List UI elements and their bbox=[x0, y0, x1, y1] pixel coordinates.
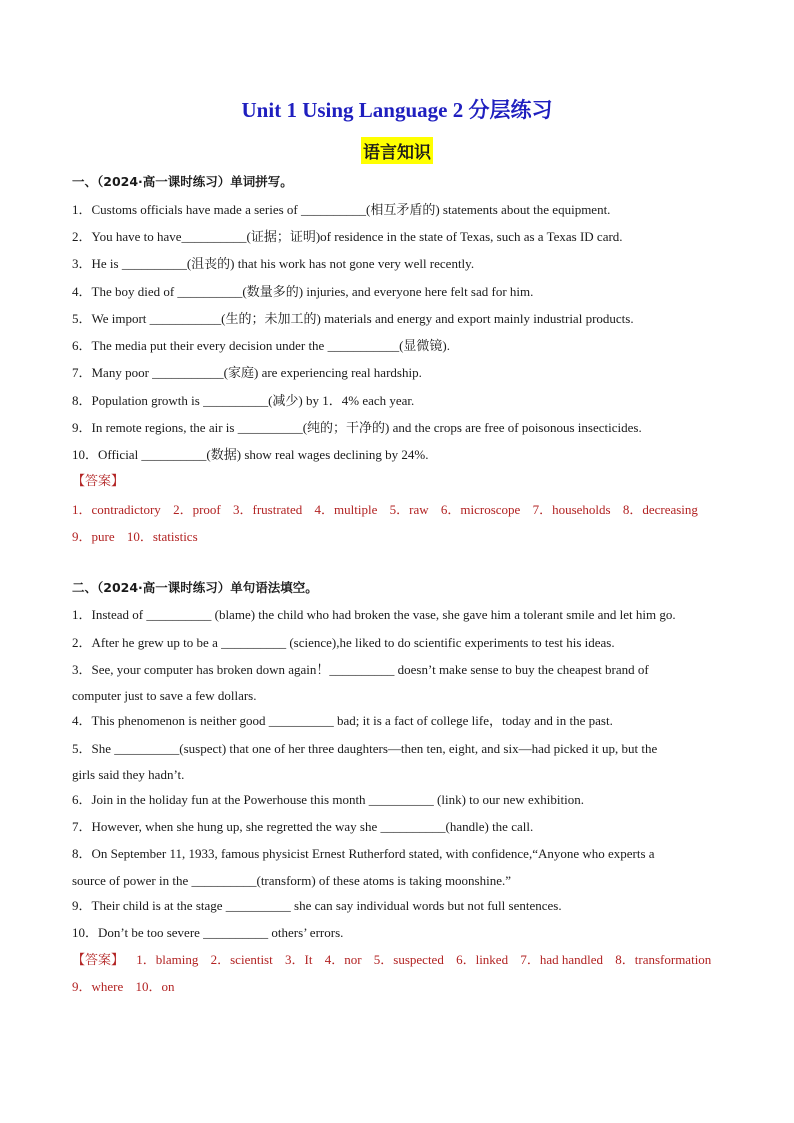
answer-item: 10．statistics bbox=[126, 529, 198, 544]
question-line: 7．However, when she hung up, she regretted the way she __________(handle) the call. bbox=[72, 819, 534, 834]
answer-row bbox=[72, 502, 707, 518]
answer-item: 1．blaming bbox=[136, 952, 199, 967]
question-item: 5．We import ___________(生的；未加工的) materials and energy and export mainly industrial products. bbox=[72, 311, 634, 326]
answer-item: 10．on bbox=[135, 979, 175, 994]
question-line: 1．Instead of __________ (blame) the child who had broken the vase, she gave him a tolerant smile and let him go. bbox=[72, 607, 676, 622]
question-line: girls said they hadn’t. bbox=[72, 767, 185, 782]
section1-heading: 一、（2024·高一课时练习）单词拼写。 bbox=[72, 174, 293, 189]
page-title: Unit 1 Using Language 2 分层练习 bbox=[241, 98, 553, 122]
answer-item: 8．decreasing bbox=[622, 502, 698, 517]
question-line: 3．See, your computer has broken down again！__________ doesn’t make sense to buy the cheapest brand of bbox=[72, 662, 649, 677]
question-item: 4．The boy died of __________(数量多的) injuries, and everyone here felt sad for him. bbox=[72, 284, 534, 299]
answer-row bbox=[72, 529, 207, 545]
answer-item: 9．where bbox=[72, 979, 124, 994]
answer-item: 2．proof bbox=[173, 502, 221, 517]
answer-label: 【答案】 bbox=[72, 953, 125, 968]
question-item: 10．Official __________(数据) show real wages declining by 24%. bbox=[72, 447, 429, 462]
answer-item: 5．raw bbox=[389, 502, 429, 517]
answer-row bbox=[72, 979, 184, 995]
question-item: 9．In remote regions, the air is __________(纯的；干净的) and the crops are free of poisonous insecticides. bbox=[72, 420, 642, 435]
question-line: 6．Join in the holiday fun at the Powerhouse this month __________ (link) to our new exhibition. bbox=[72, 792, 585, 807]
answer-item: 7．households bbox=[532, 502, 611, 517]
question-line: 5．She __________(suspect) that one of her three daughters—then ten, eight, and six—had picked it up, but the bbox=[72, 741, 658, 756]
answer-item: 3．It bbox=[284, 952, 313, 967]
question-line: 10．Don’t be too severe __________ others’ errors. bbox=[72, 925, 344, 940]
question-item: 7．Many poor ___________(家庭) are experiencing real hardship. bbox=[72, 365, 422, 380]
answer-item: 9．pure bbox=[72, 529, 115, 544]
question-line: 4．This phenomenon is neither good __________ bad; it is a fact of college life，today and in the past. bbox=[72, 713, 613, 728]
answer-item: 6．microscope bbox=[440, 502, 521, 517]
answer-item: 6．linked bbox=[456, 952, 509, 967]
question-line: 9．Their child is at the stage __________ she can say individual words but not full sentences. bbox=[72, 898, 562, 913]
answer-row bbox=[72, 952, 720, 969]
section-title-highlight: 语言知识 bbox=[361, 137, 433, 164]
answer-item: 4．nor bbox=[324, 952, 362, 967]
question-item: 2．You have to have__________(证据；证明)of residence in the state of Texas, such as a Texas ID card. bbox=[72, 229, 623, 244]
question-line: computer just to save a few dollars. bbox=[72, 688, 257, 703]
question-item: 8．Population growth is __________(减少) by 1．4% each year. bbox=[72, 393, 415, 408]
question-item: 1．Customs officials have made a series of __________(相互矛盾的) statements about the equipment. bbox=[72, 202, 611, 217]
answer-item: 2．scientist bbox=[210, 952, 273, 967]
question-line: 2．After he grew up to be a __________ (science),he liked to do scientific experiments to test his ideas. bbox=[72, 635, 615, 650]
subtitle-wrap bbox=[0, 137, 794, 164]
question-item: 6．The media put their every decision under the ___________(显微镜). bbox=[72, 338, 450, 353]
answer-item: 5．suspected bbox=[373, 952, 444, 967]
answer-item: 1．contradictory bbox=[72, 502, 161, 517]
question-item: 3．He is __________(沮丧的) that his work has not gone very well recently. bbox=[72, 256, 475, 271]
question-line: source of power in the __________(transform) of these atoms is taking moonshine.” bbox=[72, 873, 512, 888]
answer-item: 3．frustrated bbox=[232, 502, 303, 517]
answer-label: 【答案】 bbox=[72, 474, 125, 489]
section2-heading: 二、（2024·高一课时练习）单句语法填空。 bbox=[72, 580, 318, 595]
answer-item: 7．had handled bbox=[520, 952, 604, 967]
question-line: 8．On September 11, 1933, famous physicist Ernest Rutherford stated, with confidence,“Anyone who experts a bbox=[72, 846, 655, 861]
answer-item: 8．transformation bbox=[615, 952, 712, 967]
answer-item: 4．multiple bbox=[314, 502, 378, 517]
